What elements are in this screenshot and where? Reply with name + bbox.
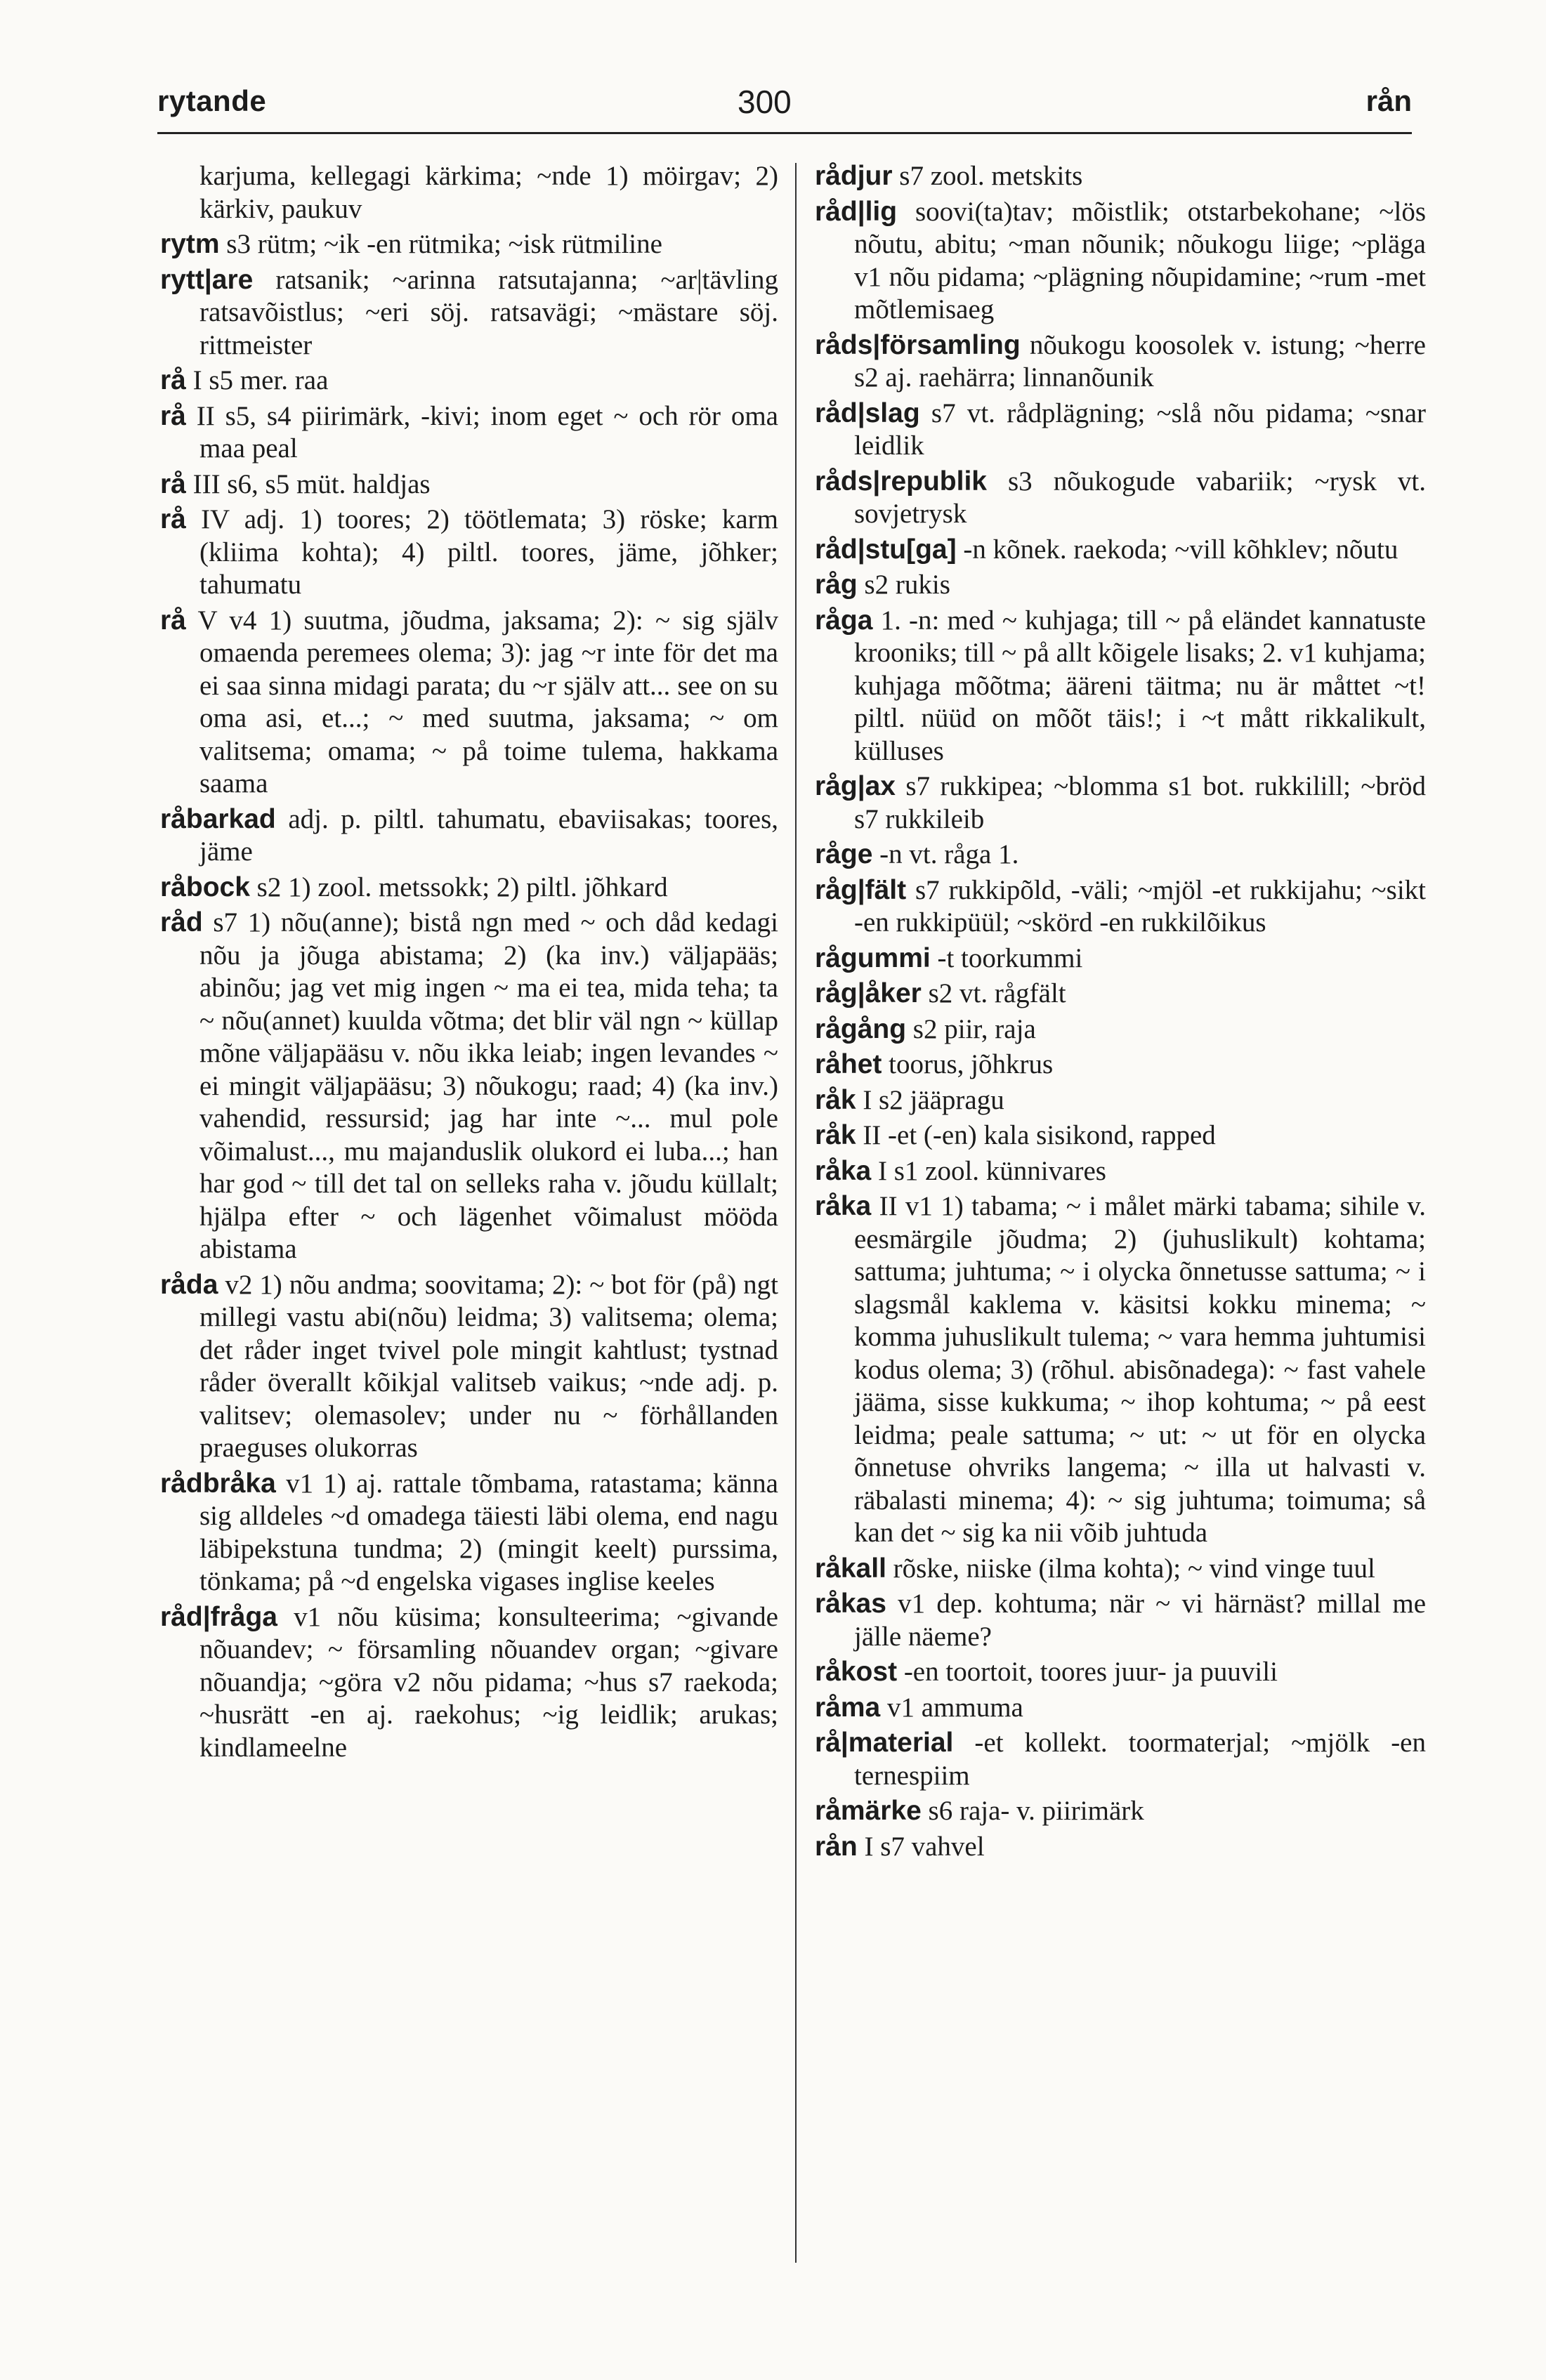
running-head-right: rån (1365, 84, 1412, 117)
headword: rågummi (815, 942, 931, 973)
dictionary-entry: råka II v1 1) tabama; ~ i målet märki tabama; sihile v. eesmärgile jõudma; 2) (juhuslikult) kohtama; sattuma; juhtuma; ~ i olycka õnnetusse sattuma; ~ i slagsmål kaklema v. käsitsi kokku minema; ~ komma juhuslikult tulema; ~ vara hemma juhtumisi kodus olema; 3) (rõhul. abisõnadega): ~ fast vahele jääma, sisse kukkuma; ~ ihop kohtuma; ~ på eest leidma; peale sattuma; ~ ut: ~ ut för en olycka õnnetuse ohvriks langema; ~ illa ut halvasti v. räbalasti minema; 4): ~ sig juhtuma; toimuma; så kan det ~ sig ka nii võib juhtuda (815, 1191, 1426, 1548)
dictionary-entry: råg|ax s7 rukkipea; ~blomma s1 bot. rukkilill; ~bröd s7 rukkileib (815, 771, 1426, 834)
headword: rå (160, 365, 186, 395)
page-number: 300 (738, 84, 792, 120)
running-head-left: rytande (157, 84, 267, 117)
headword: råga (815, 605, 873, 636)
headword: rå (160, 504, 186, 534)
dictionary-entry: råhet toorus, jõhkrus (815, 1049, 1054, 1079)
headword: rågång (815, 1013, 907, 1044)
headword: råka (815, 1191, 872, 1221)
headword: råhet (815, 1049, 882, 1079)
headword: rådjur (815, 161, 893, 191)
dictionary-entry: råg|fält s7 rukkipõld, -väli; ~mjöl -et rukkijahu; ~sikt -en rukkipüül; ~skörd -en rukkilõikus (815, 874, 1426, 938)
dictionary-entry: rå I s5 mer. raa (160, 365, 329, 395)
headword: råg|åker (815, 978, 922, 1008)
dictionary-entry: råka I s1 zool. künnivares (815, 1155, 1106, 1186)
dictionary-entry: rytm s3 rütm; ~ik -en rütmika; ~isk rütmiline (160, 229, 662, 259)
dictionary-entry: råd|fråga v1 nõu küsima; konsulteerima; ~givande nõuandev; ~ församling nõuandev organ; ~givare nõuandja; ~göra v2 nõu pidama; ~hus s7 raekoda; ~husrätt -en aj. raekohus; ~ig leidlik; arukas; kindlameelne (160, 1601, 778, 1763)
headword: råkost (815, 1657, 898, 1687)
dictionary-entry: rytt|are ratsanik; ~arinna ratsutajanna; ~ar|tävling ratsavõistlus; ~eri söj. ratsavägi; ~mästare söj. rittmeister (160, 264, 778, 360)
dictionary-entry: rå V v4 1) suutma, jõudma, jaksama; 2): ~ sig själv omaenda peremees olema; 3): jag ~r inte för det ma ei saa sinna midagi parata; du ~r själv att... see on su oma asi, et...; ~ med suutma, jaksama; ~ om valitsema; omama; ~ på toime tulema, hakkama saama (160, 605, 778, 798)
dictionary-entry: rågummi -t toorkummi (815, 942, 1083, 973)
headword: råd|stu[ga] (815, 534, 957, 565)
dictionary-entry: råkost -en toortoit, toores juur- ja puuvili (815, 1657, 1278, 1687)
dictionary-entry: råd|stu[ga] -n kõnek. raekoda; ~vill kõhklev; nõutu (815, 534, 1398, 565)
dictionary-entry: rå III s6, s5 müt. haldjas (160, 468, 431, 499)
headword: råds|republik (815, 466, 987, 497)
dictionary-entry: råkall rõske, niiske (ilma kohta); ~ vind vinge tuul (815, 1553, 1375, 1584)
dictionary-entry: rå IV adj. 1) toores; 2) töötlemata; 3) röske; karm (kliima kohta); 4) piltl. toores, jäme, jõhker; tahumatu (160, 504, 778, 600)
headword: råbarkad (160, 803, 276, 834)
dictionary-entry: rå|material -et kollekt. toormaterjal; ~mjölk -en ternespiim (815, 1728, 1426, 1791)
headword: rå (160, 468, 186, 499)
left-column (160, 160, 778, 2309)
headword: råds|församling (815, 329, 1021, 360)
headword: råkas (815, 1589, 886, 1619)
dictionary-entry: råma v1 ammuma (815, 1692, 1023, 1723)
dictionary-entry: råk II -et (-en) kala sisikond, rapped (815, 1120, 1216, 1150)
headword: råd (160, 907, 203, 938)
dictionary-entry: råg s2 rukis (815, 570, 950, 600)
dictionary-entry: råbarkad adj. p. piltl. tahumatu, ebaviisakas; toores, jäme (160, 803, 778, 867)
dictionary-entry: råga 1. -n: med ~ kuhjaga; till ~ på eländet kannatuste krooniks; till ~ på allt kõigele lisaks; 2. v1 kuhjama; kuhjaga mõõtma; ääreni täitma; nu är måttet ~t! piltl. nüüd on mõõt täis!; i ~t mått rikkalikult, külluses (815, 605, 1426, 766)
column-divider (795, 163, 797, 2263)
headword: rytm (160, 229, 220, 259)
headword: råg|ax (815, 771, 896, 801)
headword: rå|material (815, 1728, 954, 1758)
dictionary-entry: rån I s7 vahvel (815, 1831, 985, 1862)
dictionary-entry: råmärke s6 raja- v. piirimärk (815, 1796, 1144, 1826)
headword: råk (815, 1120, 856, 1150)
headword: råge (815, 839, 873, 869)
headword: råd|lig (815, 196, 898, 227)
headword: råma (815, 1692, 881, 1723)
right-column (815, 160, 1426, 2309)
dictionary-entry: råds|församling nõukogu koosolek v. istung; ~herre s2 aj. raehärra; linnanõunik (815, 329, 1426, 393)
headword: råd|fråga (160, 1601, 277, 1632)
headword: råk (815, 1084, 856, 1115)
headword: rån (815, 1831, 858, 1862)
headword: rytt|are (160, 264, 254, 295)
dictionary-entry: råg|åker s2 vt. rågfält (815, 978, 1066, 1008)
headword: råg (815, 570, 858, 600)
dictionary-entry: råkas v1 dep. kohtuma; när ~ vi härnäst? millal me jälle näeme? (815, 1589, 1426, 1652)
dictionary-entry: råda v2 1) nõu andma; soovitama; 2): ~ bot för (på) ngt millegi vastu abi(nõu) leidma; 3) valitsema; olema; det råder inget tvivel pole mingit kahtlust; tystnad råder överallt kõikjal valitseb vaikus; ~nde adj. p. valitsev; olemasolev; under nu ~ förhållanden praeguses olukorras (160, 1269, 778, 1463)
dictionary-entry: råbock s2 1) zool. metssokk; 2) piltl. jõhkard (160, 872, 668, 902)
headword: rå (160, 605, 186, 636)
headword: råbock (160, 872, 250, 902)
headword: råka (815, 1155, 872, 1186)
dictionary-entry: karjuma, kellegagi kärkima; ~nde 1) möirgav; 2) kärkiv, paukuv (199, 161, 778, 224)
headword: rå (160, 400, 186, 431)
dictionary-entry: råk I s2 jääpragu (815, 1084, 1004, 1115)
running-header (157, 76, 1412, 134)
dictionary-entry: råds|republik s3 nõukogude vabariik; ~rysk vt. sovjetrysk (815, 466, 1426, 529)
headword: råg|fält (815, 874, 907, 905)
headword: råkall (815, 1553, 886, 1584)
dictionary-entry: råd|lig soovi(ta)tav; mõistlik; otstarbekohane; ~lös nõutu, abitu; ~man nõunik; nõukogu liige; ~pläga v1 nõu pidama; ~plägning nõupidamine; ~rum -met mõtlemisaeg (815, 196, 1426, 324)
dictionary-entry: rå II s5, s4 piirimärk, -kivi; inom eget ~ och rör oma maa peal (160, 400, 778, 463)
headword: råd|slag (815, 397, 920, 428)
dictionary-entry: rådbråka v1 1) aj. rattale tõmbama, ratastama; känna sig alldeles ~d omadega täiesti läbi olema, end nagu läbipekstuna tundma; 2) (mingit keelt) purssima, tönkama; på ~d engelska vigases inglise keeles (160, 1468, 778, 1596)
headword: råda (160, 1269, 218, 1300)
dictionary-entry: råd|slag s7 vt. rådplägning; ~slå nõu pidama; ~snar leidlik (815, 397, 1426, 461)
dictionary-entry: rågång s2 piir, raja (815, 1013, 1036, 1044)
dictionary-entry: råd s7 1) nõu(anne); bistå ngn med ~ och dåd kedagi nõu ja jõuga abistama; 2) (ka inv.) väljapääs; abinõu; jag vet mig ingen ~ ma ei tea, mida teha; ta ~ nõu(annet) kuulda võtma; det blir väl ngn ~ küllap mõne väljapääsu v. nõu ikka leiab; ingen levandes ~ ei mingit väljapääsu; 3) nõukogu; raad; 4) (ka inv.) vahendid, ressursid; jag har inte ~... mul pole võimalust..., mu majanduslik olukord ei luba...; han har god ~ till det tal on selleks raha v. jõudu küllalt; hjälpa efter ~ och lägenhet võimalust mööda abistama (160, 907, 778, 1264)
headword: råmärke (815, 1796, 922, 1826)
dictionary-entry: råge -n vt. råga 1. (815, 839, 1019, 869)
dictionary-entry: rådjur s7 zool. metskits (815, 161, 1083, 191)
headword: rådbråka (160, 1468, 276, 1499)
